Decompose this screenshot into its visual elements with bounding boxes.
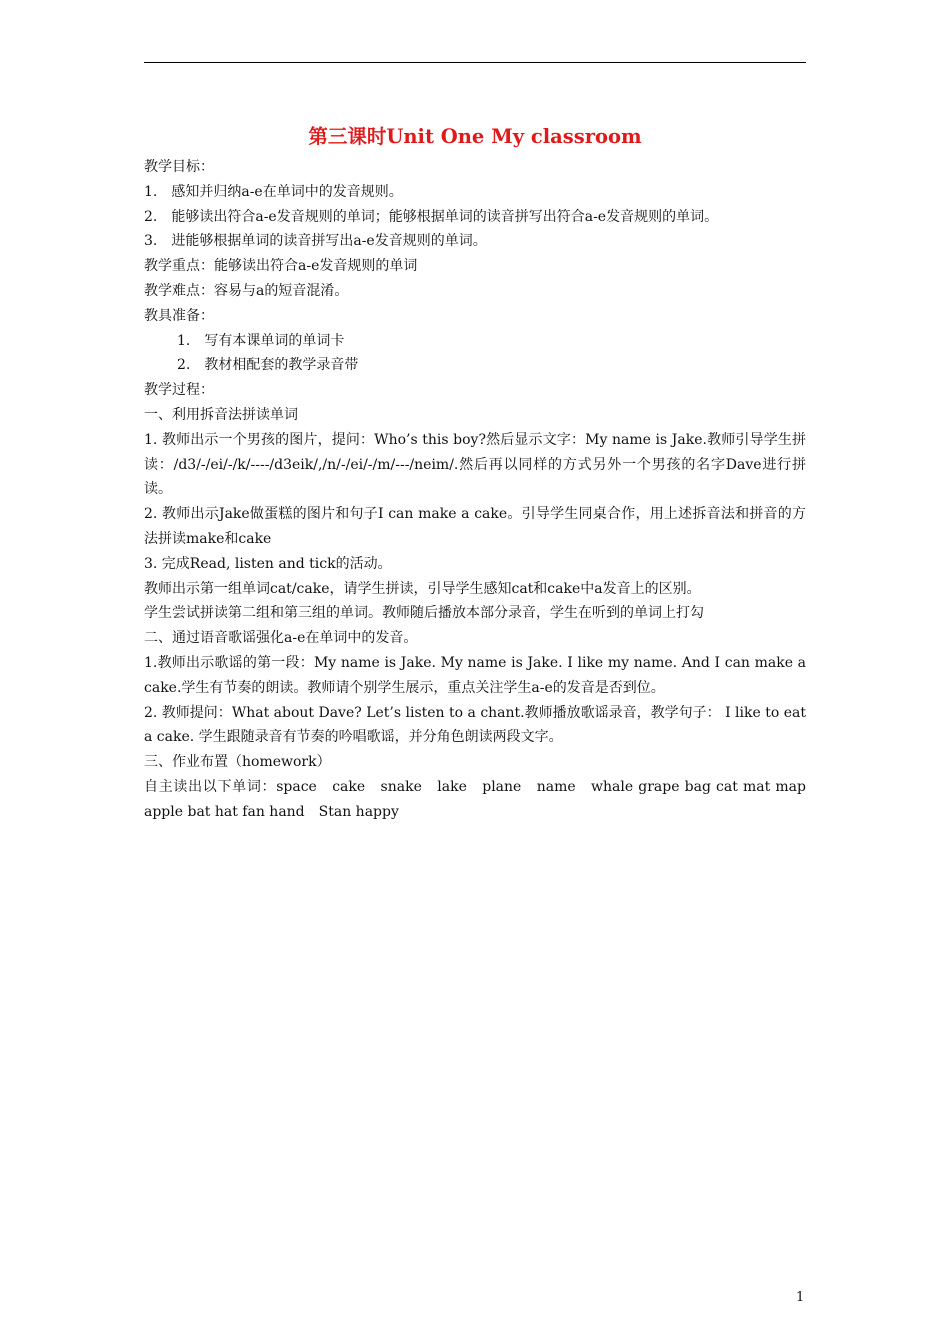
homework-words: 自主读出以下单词：space cake snake lake plane name whale grape bag cat mat map apple bat hat fan hand Stan happy	[144, 778, 806, 820]
objectives-heading: 教学目标：	[144, 159, 214, 175]
key-point: 教学重点：能够读出符合a-e发音规则的单词	[144, 258, 418, 275]
step-1-3-detail-b: 学生尝试拼读第二组和第三组的单词。教师随后播放本部分录音，学生在听到的单词上打勾	[144, 605, 704, 622]
document-body	[144, 120, 806, 825]
objective-3: 3. 进能够根据单词的读音拼写出a-e发音规则的单词。	[144, 233, 487, 250]
step-2-2: 2. 教师提问：What about Dave? Let’s listen to a chant.教师播放歌谣录音，教学句子： I like to eat a cake. 学生跟随录音有节奏的吟唱歌谣，并分角色朗读两段文字。	[144, 704, 806, 746]
step-2-1: 1.教师出示歌谣的第一段：My name is Jake. My name is Jake. I like my name. And I can make a cake.学生有节奏的朗读。教师请个别学生展示，重点关注学生a-e的发音是否到位。	[144, 654, 806, 696]
material-2: 2. 教材相配套的教学录音带	[177, 357, 359, 374]
objective-1: 1. 感知并归纳a-e在单词中的发音规则。	[144, 183, 403, 200]
section-1-heading: 一、利用拆音法拼读单词	[144, 406, 298, 423]
header-rule	[144, 62, 806, 63]
process-heading: 教学过程：	[144, 382, 214, 399]
step-1-3-detail-a: 教师出示第一组单词cat/cake，请学生拼读，引导学生感知cat和cake中a发音上的区别。	[144, 580, 701, 597]
materials-heading: 教具准备：	[144, 307, 214, 324]
page-number: 1	[796, 1290, 805, 1305]
section-2-heading: 二、通过语音歌谣强化a-e在单词中的发音。	[144, 630, 418, 647]
objective-2: 2. 能够读出符合a-e发音规则的单词；能够根据单词的读音拼写出符合a-e发音规则的单词。	[144, 208, 719, 225]
step-1-2: 2. 教师出示Jake做蛋糕的图片和句子I can make a cake。引导学生同桌合作，用上述拆音法和拼音的方法拼读make和cake	[144, 506, 806, 547]
step-1-3: 3. 完成Read, listen and tick的活动。	[144, 555, 392, 572]
material-1: 1. 写有本课单词的单词卡	[177, 332, 345, 349]
difficult-point: 教学难点：容易与a的短音混淆。	[144, 282, 349, 299]
section-3-heading: 三、作业布置（homework）	[144, 754, 331, 771]
page-title: 第三课时Unit One My classroom	[308, 125, 642, 148]
step-1-1: 1. 教师出示一个男孩的图片，提问：Who’s this boy?然后显示文字：My name is Jake.教师引导学生拼读：/d3/-/ei/-/k/----/d3eik/,/n/-/ei/-/m/---/neim/.然后再以同样的方式另外一个男孩的名字Dave进行拼读。	[144, 431, 806, 498]
